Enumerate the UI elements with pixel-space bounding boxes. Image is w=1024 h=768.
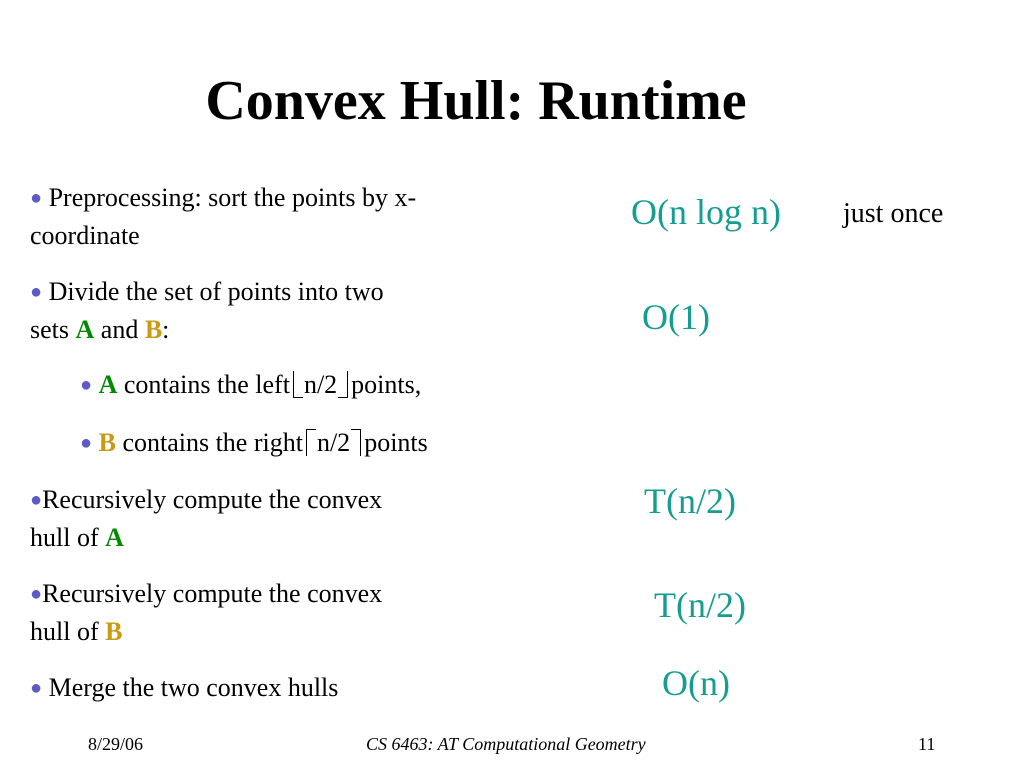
bullet-dot-icon: ● <box>80 432 93 454</box>
bullet-text: contains the right <box>122 428 303 457</box>
bullet-dot-icon: ● <box>30 489 43 511</box>
bullet-text: Merge the two convex hulls <box>48 673 339 702</box>
cost-recurse-a: T(n/2) <box>644 481 736 521</box>
bullet-dot-icon: ● <box>30 677 43 699</box>
ceil-left-icon <box>306 429 316 456</box>
bullet-text: Preprocessing: sort the points by x- <box>48 183 417 212</box>
bullet-text: Recursively compute the convex <box>42 485 383 514</box>
set-a-label: A <box>105 523 124 552</box>
bullet-preprocessing <box>30 180 416 254</box>
cost-note: just once <box>843 198 944 229</box>
bullet-text: points <box>364 428 428 457</box>
bullet-dot-icon: ● <box>30 187 43 209</box>
footer-course: CS 6463: AT Computational Geometry <box>366 734 646 754</box>
bullet-merge <box>30 670 338 708</box>
math-arg: n/2 <box>303 370 338 399</box>
set-b-label: B <box>98 428 116 457</box>
cost-merge: O(n) <box>662 663 730 703</box>
floor-left-icon <box>293 371 303 398</box>
ceil-right-icon <box>351 429 361 456</box>
bullet-text: Recursively compute the convex <box>42 579 383 608</box>
bullet-text: and <box>100 315 139 344</box>
footer-page-number: 11 <box>918 734 936 754</box>
bullet-dot-icon: ● <box>30 281 43 303</box>
bullet-text: coordinate <box>30 221 140 250</box>
math-arg: n/2 <box>316 428 351 457</box>
cost-preprocessing: O(n log n) <box>631 192 781 232</box>
bullet-text: points, <box>351 370 422 399</box>
bullet-text: : <box>162 315 170 344</box>
set-b-label: B <box>105 617 123 646</box>
floor-right-icon <box>338 371 348 398</box>
bullet-text: sets <box>30 315 69 344</box>
bullet-text: hull of <box>30 523 99 552</box>
subbullet-b <box>80 424 428 463</box>
bullet-text: hull of <box>30 617 99 646</box>
set-a-label: A <box>75 315 95 344</box>
set-a-label: A <box>98 370 118 399</box>
subbullet-a <box>80 366 421 405</box>
bullet-text: contains the left <box>123 370 290 399</box>
slide-title: Convex Hull: Runtime <box>205 70 747 132</box>
set-b-label: B <box>144 315 163 344</box>
bullet-divide <box>30 274 384 348</box>
bullet-dot-icon: ● <box>80 374 93 396</box>
bullet-recurse-b <box>30 576 382 650</box>
bullet-text: Divide the set of points into two <box>48 277 384 306</box>
bullet-recurse-a <box>30 482 382 556</box>
bullet-dot-icon: ● <box>30 583 43 605</box>
footer-date: 8/29/06 <box>88 734 144 754</box>
cost-divide: O(1) <box>642 297 710 337</box>
cost-recurse-b: T(n/2) <box>654 585 746 625</box>
